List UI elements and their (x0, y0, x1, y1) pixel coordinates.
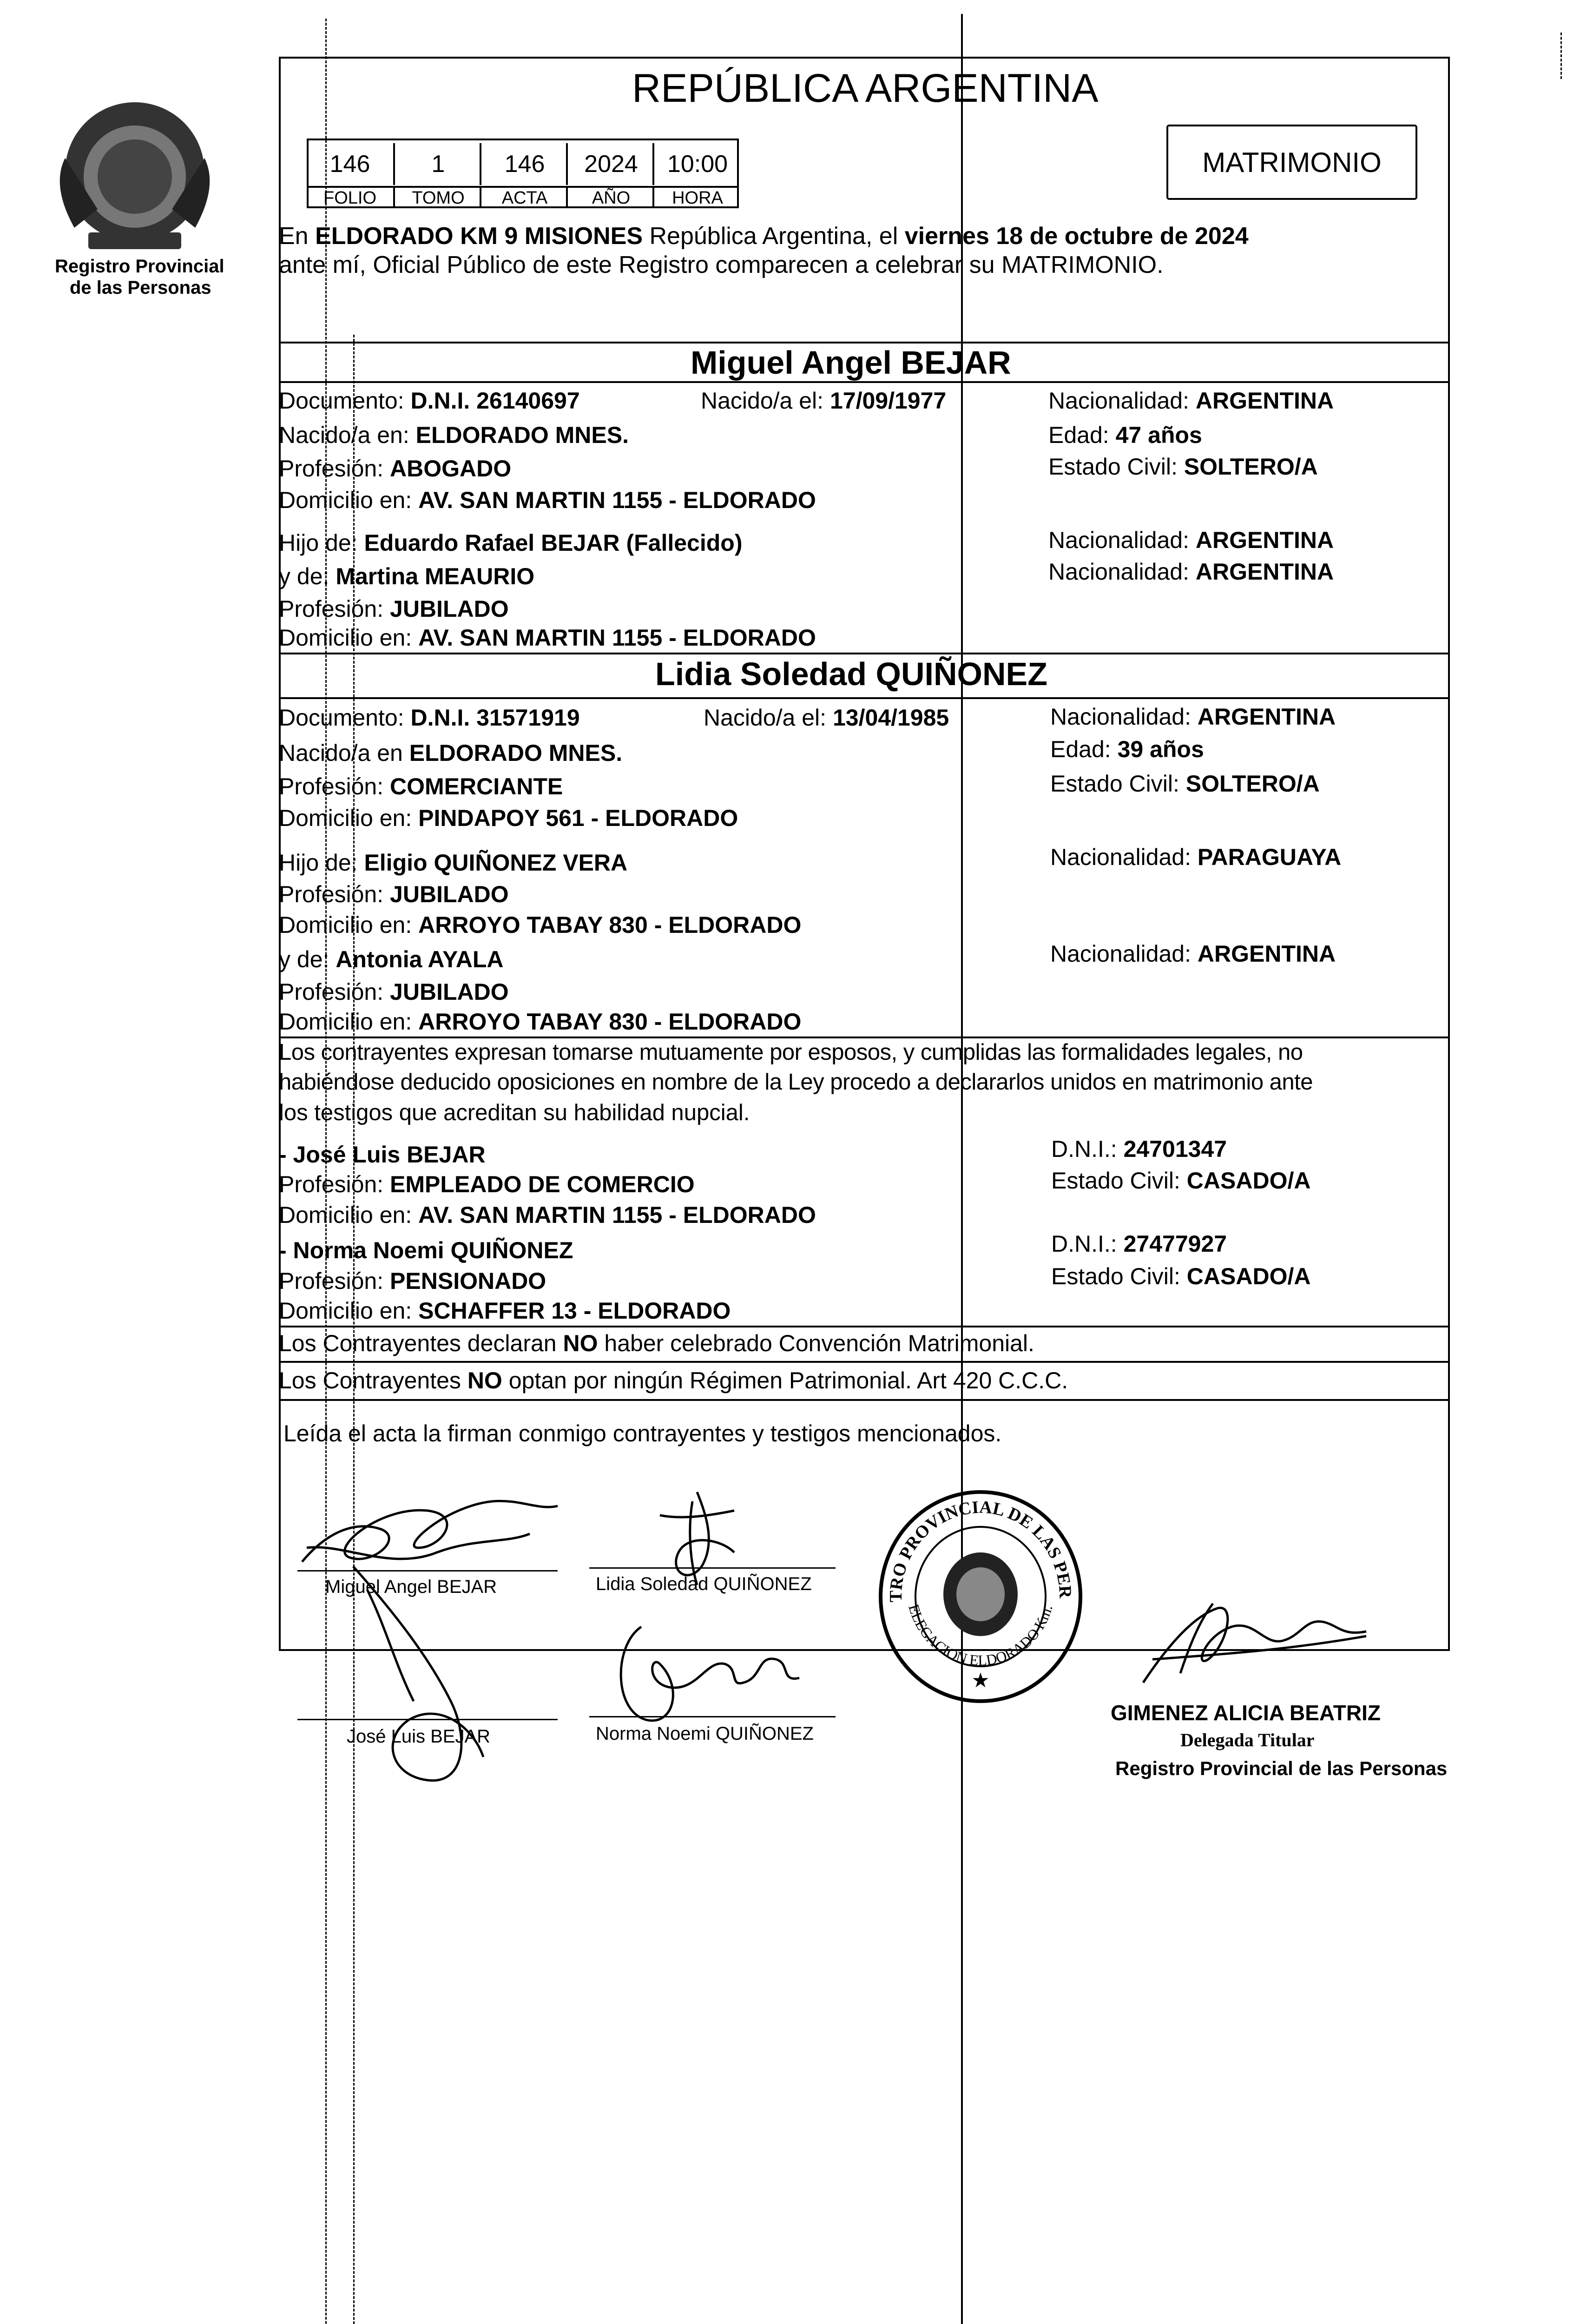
groom-doc: Documento: D.N.I. 26140697 (279, 388, 580, 414)
svg-text:★: ★ (971, 1669, 990, 1692)
declaration-line3: los testigos que acreditan su habilidad nupcial. (279, 1100, 750, 1125)
groom-mother: y de: Martina MEAURIO (279, 563, 535, 589)
witness1-profession: Profesión: EMPLEADO DE COMERCIO (279, 1171, 695, 1197)
official-title: Delegada Titular (1180, 1730, 1315, 1750)
groom-nationality: Nacionalidad: ARGENTINA (1048, 388, 1334, 414)
record-cells (307, 139, 739, 208)
bride-age: Edad: 39 años (1050, 736, 1204, 762)
groom-parents-address: Domicilio en: AV. SAN MARTIN 1155 - ELDORADO (279, 625, 816, 651)
groom-address: Domicilio en: AV. SAN MARTIN 1155 - ELDORADO (279, 487, 816, 513)
bride-father-nationality: Nacionalidad: PARAGUAYA (1050, 844, 1342, 870)
groom-age: Edad: 47 años (1048, 422, 1202, 448)
bride-name: Lidia Soledad QUIÑONEZ (655, 656, 1047, 692)
hora-caption: HORA (652, 188, 741, 208)
witness1-name: - José Luis BEJAR (279, 1142, 486, 1168)
witness1-dni: D.N.I.: 24701347 (1051, 1136, 1227, 1162)
bride-nationality: Nacionalidad: ARGENTINA (1050, 704, 1336, 730)
bride-father: Hijo de: Eligio QUIÑONEZ VERA (279, 850, 628, 876)
bride-civil-status: Estado Civil: SOLTERO/A (1050, 771, 1320, 797)
groom-mother-nationality: Nacionalidad: ARGENTINA (1048, 559, 1334, 585)
witness2-name: - Norma Noemi QUIÑONEZ (279, 1237, 573, 1263)
witness1-civil-status: Estado Civil: CASADO/A (1051, 1168, 1311, 1194)
bride-mother-nationality: Nacionalidad: ARGENTINA (1050, 941, 1336, 967)
witness2-dni: D.N.I.: 27477927 (1051, 1231, 1227, 1257)
registry-label-line2: de las Personas (70, 277, 211, 298)
bride-profession: Profesión: COMERCIANTE (279, 773, 563, 799)
witness2-address: Domicilio en: SCHAFFER 13 - ELDORADO (279, 1298, 731, 1324)
witness2-signature-caption: Norma Noemi QUIÑONEZ (596, 1723, 814, 1744)
bride-address: Domicilio en: PINDAPOY 561 - ELDORADO (279, 805, 738, 831)
tomo-value: 1 (393, 143, 481, 185)
groom-born: Nacido/a el: 17/09/1977 (701, 388, 947, 414)
intro-line1: En ELDORADO KM 9 MISIONES República Argentina, el viernes 18 de octubre de 2024 (279, 223, 1249, 250)
official-stamp (874, 1487, 1087, 1706)
groom-header-line (279, 381, 1450, 383)
witness1-address: Domicilio en: AV. SAN MARTIN 1155 - ELDORADO (279, 1202, 816, 1228)
anio-value: 2024 (566, 143, 654, 185)
bride-header-line (279, 697, 1450, 699)
groom-parents-profession: Profesión: JUBILADO (279, 596, 509, 622)
groom-birthplace: Nacido/a en: ELDORADO MNES. (279, 422, 629, 448)
witness1-signature-caption: José Luis BEJAR (347, 1726, 491, 1747)
bride-doc: Documento: D.N.I. 31571919 (279, 705, 580, 731)
regime-separator (279, 1361, 1450, 1363)
folio-caption: FOLIO (323, 188, 377, 208)
bride-father-address: Domicilio en: ARROYO TABAY 830 - ELDORADO (279, 912, 802, 938)
bride-mother-address: Domicilio en: ARROYO TABAY 830 - ELDORADO (279, 1009, 802, 1035)
province-seal-logo (46, 93, 223, 251)
witness-section-end (279, 1326, 1450, 1327)
bride-signature-caption: Lidia Soledad QUIÑONEZ (596, 1574, 812, 1594)
witness2-profession: Profesión: PENSIONADO (279, 1268, 546, 1294)
bride-mother-profession: Profesión: JUBILADO (279, 979, 509, 1005)
bride-father-profession: Profesión: JUBILADO (279, 881, 509, 907)
official-name: GIMENEZ ALICIA BEATRIZ (1111, 1701, 1381, 1725)
groom-name: Miguel Angel BEJAR (691, 344, 1011, 381)
bride-born: Nacido/a el: 13/04/1985 (704, 705, 949, 731)
closing-statement: Leída el acta la firman conmigo contrayentes y testigos mencionados. (283, 1420, 1002, 1446)
groom-father: Hijo de: Eduardo Rafael BEJAR (Fallecido) (279, 530, 743, 556)
stamp-bottom-text: ELEGACION ELDORADO Km. (905, 1602, 1056, 1669)
official-office: Registro Provincial de las Personas (1115, 1757, 1448, 1779)
official-signature (1125, 1590, 1385, 1697)
bride-mother: y de: Antonia AYALA (279, 946, 504, 972)
groom-civil-status: Estado Civil: SOLTERO/A (1048, 454, 1318, 480)
acta-value: 146 (480, 143, 568, 185)
declaration-line2: habiéndose deducido oposiciones en nombre de la Ley procedo a declararlos unidos en matrimonio ante (279, 1070, 1313, 1095)
witness2-civil-status: Estado Civil: CASADO/A (1051, 1263, 1311, 1289)
groom-signature-caption: Miguel Angel BEJAR (325, 1577, 497, 1597)
witness2-signature (604, 1608, 809, 1738)
bride-signature (641, 1487, 753, 1590)
declaration-line1: Los contrayentes expresan tomarse mutuamente por esposos, y cumplidas las formalidades legales, no (279, 1040, 1303, 1065)
act-type-label: MATRIMONIO (1202, 147, 1382, 178)
groom-profession: Profesión: ABOGADO (279, 456, 512, 482)
republic-title: REPÚBLICA ARGENTINA (632, 66, 1099, 111)
hora-value: 10:00 (652, 143, 741, 185)
registry-label-line1: Registro Provincial (55, 256, 224, 277)
groom-father-nationality: Nacionalidad: ARGENTINA (1048, 527, 1334, 553)
intro-line2: ante mí, Oficial Público de este Registro comparecen a celebrar su MATRIMONIO. (279, 251, 1164, 278)
tomo-caption: TOMO (393, 188, 481, 208)
edge-mark (1560, 33, 1562, 79)
acta-caption: ACTA (480, 188, 568, 208)
folio-value: 146 (329, 151, 370, 178)
stamp-top-text: TRO PROVINCIAL DE LAS PER (886, 1497, 1075, 1603)
regime-convention: Los Contrayentes declaran NO haber celebrado Convención Matrimonial. (279, 1330, 1034, 1356)
regime-patrimonial: Los Contrayentes NO optan por ningún Régimen Patrimonial. Art 420 C.C.C. (279, 1367, 1068, 1393)
regime-section-end (279, 1399, 1450, 1401)
bride-birthplace: Nacido/a en ELDORADO MNES. (279, 740, 623, 766)
anio-caption: AÑO (566, 188, 654, 208)
witness1-signature (335, 1562, 502, 1803)
